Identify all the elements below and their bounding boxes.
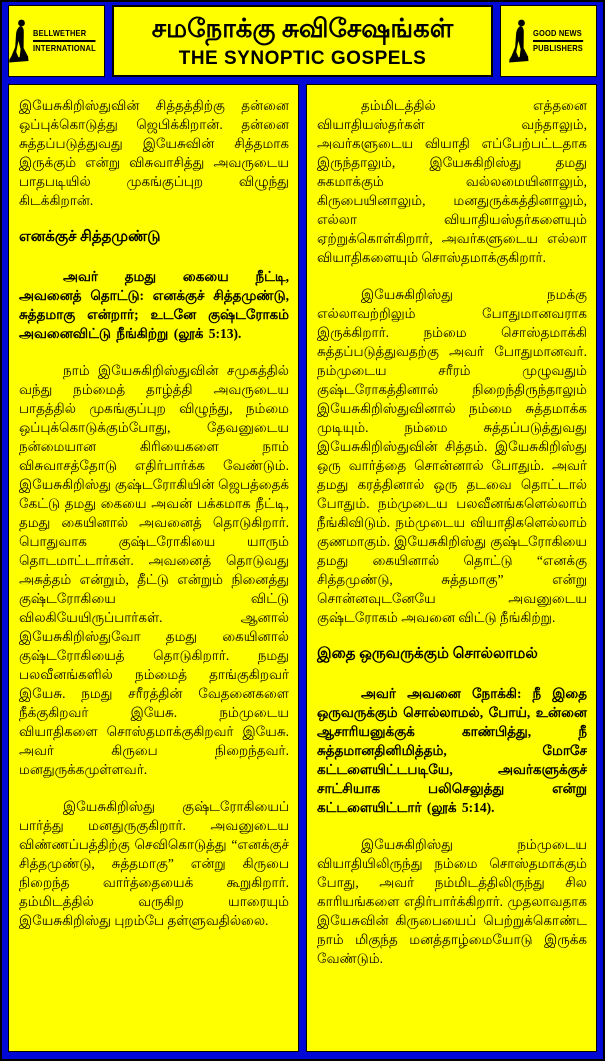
left-scripture-quote: அவர் தமது கையை நீட்டி, அவனைத் தொட்டு: எனக்குச் சித்தமுண்டு, சுத்தமாகு என்றார்; உடனே குஷ்டரோகம் அவனைவிட்டு நீங்கிற்று (லூக் 5:13). <box>19 269 289 341</box>
left-column <box>8 84 299 1052</box>
left-paragraph-1: இயேசுகிறிஸ்துவின் சித்தத்திற்கு தன்னை ஒப்புக்கொடுத்து ஜெபிக்கிறான். தன்னை சுத்தப்படுத்துவது இயேசுவின் சித்தமாக இருக்கும் என்று விசுவாசித்து அவருடைய பாதபடியில் முகங்குப்புற விழுந்து கிடக்கிறான். <box>19 98 289 208</box>
left-heading: எனக்குச் சித்தமுண்டு <box>19 229 161 245</box>
right-paragraph-2: இயேசுகிறிஸ்து நமக்கு எல்லாவற்றிலும் போதுமானவராக இருக்கிறார். நம்மை சொஸ்தமாக்கி சுத்தப்படுத்துவதற்கு அவர் போதுமானவர். நம்முடைய சரீரம் முழுவதும் குஷ்டரோகத்தினால் நிறைந்திருந்தாலும் இயேசுகிறிஸ்துவினால் நம்மை சுத்தமாக்க முடியும். நம்மை சுத்தப்படுத்துவது இயேசுகிறிஸ்துவின் சித்தம். இயேசுகிறிஸ்து ஒரு வார்த்தை சொன்னால் போதும். அவர் தமது கரத்தினால் ஒரு தடவை தொட்டால் போதும். நம்முடைய பலவீனங்களெல்லாம் நீங்கிவிடும். நம்முடைய வியாதிகளெல்லாம் குணமாகும். இயேசுகிறிஸ்து குஷ்டரோகியை தமது கையினால் தொட்டு “எனக்கு சித்தமுண்டு, சுத்தமாகு” என்று சொன்னவுடனேயே அவனுடைய குஷ்டரோகம் அவனை விட்டு நீங்கிற்று. <box>317 287 587 625</box>
goodnews-standing-figure-icon <box>508 18 530 64</box>
right-paragraph-1: தம்மிடத்தில் எத்தனை வியாதியஸ்தர்கள் வந்தாலும், அவர்களுடைய வியாதி எப்பேற்பட்டதாக இருந்தாலும், இயேசுகிறிஸ்து தமது சுகமாக்கும் வல்லமையினாலும், கிருபையினாலும், மனதுருக்கத்தினாலும், எல்லா வியாதியஸ்தர்களையும் ஏற்றுக்கொள்கிறார், அவர்களுடைய எல்லா வியாதிகளையும் சொஸ்தமாக்குகிறார். <box>317 98 587 265</box>
left-paragraph-2: நாம் இயேசுகிறிஸ்துவின் சமுகத்தில் வந்து நம்மைத் தாழ்த்தி அவருடைய பாதத்தில் முகங்குப்புற விழுந்து, நம்மை ஒப்புக்கொடுக்கும்போது, தேவனுடைய நன்மையான கிரியைகளை நாம் விசுவாசத்தோடு எதிர்பார்க்க வேண்டும். இயேசுகிறிஸ்து குஷ்டரோகியின் ஜெபத்தைக் கேட்டு தமது கையை அவன் பக்கமாக நீட்டி, தமது கையினால் அவனைத் தொடுகிறார். பொதுவாக குஷ்டரோகியை யாரும் தொடமாட்டார்கள். அவனைத் தொடுவது அசுத்தம் என்றும், தீட்டு என்றும் நினைத்து குஷ்டரோகியை விட்டு விலகியேயிருப்பார்கள். ஆனால் இயேசுகிறிஸ்துவோ தமது கையினால் குஷ்டரோகியைத் தொடுகிறார். நமது பலவீனங்களில் நம்மைத் தாங்குகிறவர் இயேசு. நமது சரீரத்தின் வேதனைகளை நீக்குகிறவர் இயேசு. நம்முடைய வியாதிகளை சொஸ்தமாக்குகிறவர் இயேசு. அவர் கிருபை நிறைந்தவர். மனதுருக்கமுள்ளவர். <box>19 363 289 777</box>
bellwether-logo-text <box>33 28 96 54</box>
goodnews-logo <box>500 5 597 77</box>
bellwether-standing-figure-icon <box>8 18 30 64</box>
left-paragraph-3: இயேசுகிறிஸ்து குஷ்டரோகியைப் பார்த்து மனதுருகுகிறார். அவனுடைய விண்ணப்பத்திற்கு செவிகொடுத்து “எனக்குச் சித்தமுண்டு, சுத்தமாகு” என்று கிருபை நிறைந்த வார்த்தையைக் கூறுகிறார். தம்மிடத்தில் வருகிற யாரையும் இயேசுகிறிஸ்து புறம்பே தள்ளுவதில்லை. <box>19 799 289 928</box>
title-english: THE SYNOPTIC GOSPELS <box>178 47 427 69</box>
goodnews-logo-line2: PUBLISHERS <box>532 43 583 53</box>
header <box>8 5 597 77</box>
right-scripture-quote: அவர் அவனை நோக்கி: நீ இதை ஒருவருக்கும் சொல்லாமல், போய், உன்னை ஆசாரியனுக்குக் காண்பித்து, நீ சுத்தமானதினிமித்தம், மோசே கட்டளையிட்டபடியே, அவர்களுக்குச் சாட்சியாக பலிசெலுத்து என்று கட்டளையிட்டார் (லூக் 5:14). <box>317 686 587 815</box>
bellwether-logo-line1: BELLWETHER <box>33 28 96 42</box>
body-columns <box>8 84 597 1052</box>
bellwether-logo <box>8 5 105 77</box>
right-column <box>306 84 597 1052</box>
title-box <box>112 5 493 77</box>
bellwether-logo-line2: INTERNATIONAL <box>33 43 97 53</box>
goodnews-logo-text <box>533 28 583 54</box>
title-tamil: சமநோக்கு சுவிசேஷங்கள் <box>151 13 454 43</box>
goodnews-logo-line1: GOOD NEWS <box>533 28 583 42</box>
right-paragraph-3: இயேசுகிறிஸ்து நம்முடைய வியாதியிலிருந்து நம்மை சொஸ்தமாக்கும் போது, அவர் நம்மிடத்திலிருந்து சில காரியங்களை எதிர்பார்க்கிறார். முதலாவதாக இயேசுவின் கிருபையைப் பெற்றுக்கொண்ட நாம் மிகுந்த மனத்தாழ்மையோடு இருக்க வேண்டும். <box>317 837 587 966</box>
right-heading: இதை ஒருவருக்கும் சொல்லாமல் <box>317 646 538 662</box>
